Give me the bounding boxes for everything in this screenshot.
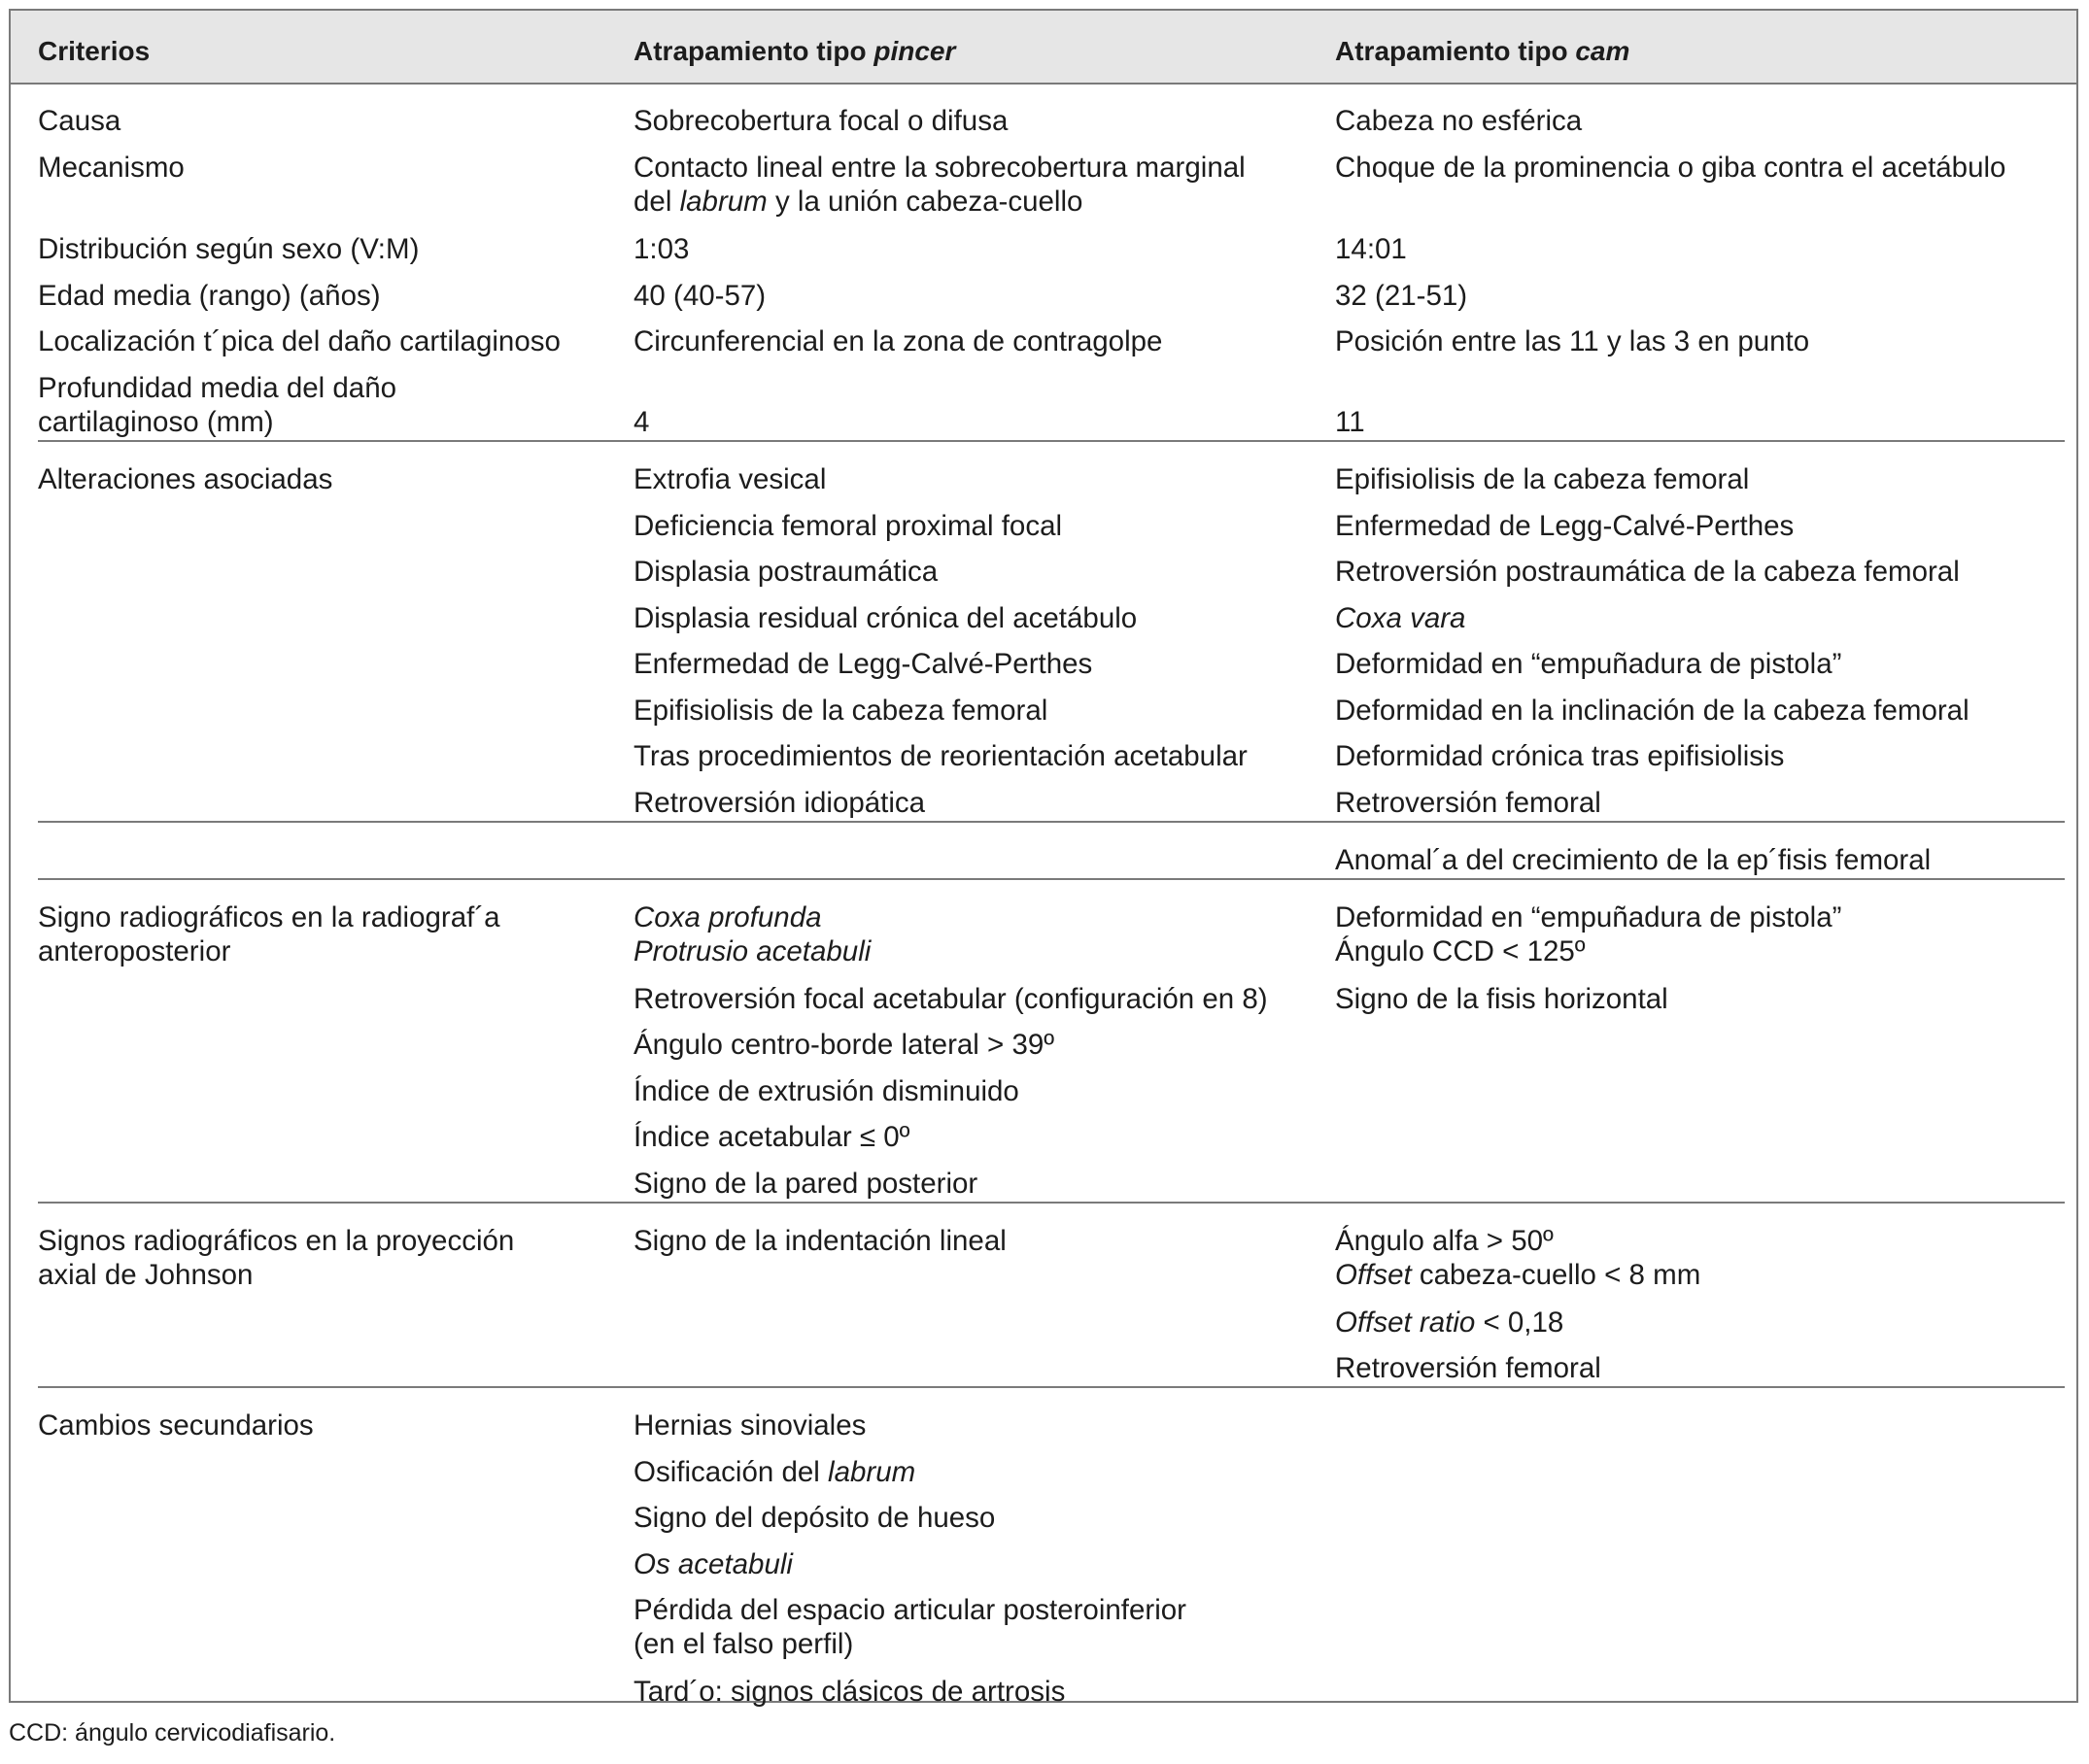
secundarios-item: Os acetabuli <box>634 1548 793 1580</box>
row-profundidad-pincer: 4 <box>634 406 650 438</box>
row-sexo-pincer: 1:03 <box>634 233 690 265</box>
row-causa-label: Causa <box>38 105 121 137</box>
footnote: CCD: ángulo cervicodiafisario. <box>9 1719 336 1747</box>
axial-cam-angulo: Ángulo alfa > 50º <box>1335 1225 1554 1257</box>
row-localizacion-label: Localización t´pica del daño cartilaginoso <box>38 325 561 357</box>
alteraciones-pincer-item: Epifisiolisis de la cabeza femoral <box>634 695 1048 727</box>
row-edad-pincer: 40 (40-57) <box>634 280 767 312</box>
secundarios-item <box>634 1455 915 1489</box>
header-criterios: Criterios <box>38 36 151 66</box>
osificacion-labrum: labrum <box>828 1456 916 1488</box>
ap-pincer-item: Signo de la pared posterior <box>634 1168 978 1200</box>
row-mecanismo-label: Mecanismo <box>38 152 185 184</box>
ap-cam-item: Deformidad en “empuñadura de pistola” <box>1335 901 1842 933</box>
ap-pincer-item: Índice acetabular ≤ 0º <box>634 1121 910 1153</box>
alteraciones-cam-item: Coxa vara <box>1335 602 1466 634</box>
axial-pincer: Signo de la indentación lineal <box>634 1225 1007 1257</box>
alteraciones-cam-item: Deformidad en “empuñadura de pistola” <box>1335 648 1842 680</box>
row-localizacion-cam: Posición entre las 11 y las 3 en punto <box>1335 325 1810 357</box>
secundarios-item: Signo del depósito de hueso <box>634 1502 996 1534</box>
divider <box>38 878 2065 880</box>
row-profundidad-label-line2: cartilaginoso (mm) <box>38 406 274 438</box>
secundarios-item: Tard´o: signos clásicos de artrosis <box>634 1676 1066 1708</box>
row-causa-pincer: Sobrecobertura focal o difusa <box>634 105 1009 137</box>
alteraciones-pincer-item: Extrofia vesical <box>634 463 827 495</box>
alteraciones-cam-item: Retroversión postraumática de la cabeza femoral <box>1335 556 1960 588</box>
row-sexo-cam: 14:01 <box>1335 233 1407 265</box>
alteraciones-label: Alteraciones asociadas <box>38 463 333 495</box>
table-header <box>11 11 2076 85</box>
divider <box>38 1386 2065 1388</box>
osificacion-pre: Osificación del <box>634 1456 829 1488</box>
axial-label-line1: Signos radiográficos en la proyección <box>38 1225 515 1257</box>
mecanismo-labrum: labrum <box>679 186 768 218</box>
ap-label-line2: anteroposterior <box>38 935 231 967</box>
table-frame <box>9 9 2078 1708</box>
alteraciones-cam-item: Deformidad en la inclinación de la cabeza femoral <box>1335 695 1969 727</box>
row-causa-cam: Cabeza no esférica <box>1335 105 1583 137</box>
axial-label-line2: axial de Johnson <box>38 1259 254 1291</box>
header-cam-prefix: Atrapamiento tipo <box>1335 36 1576 66</box>
ap-pincer-item: Índice de extrusión disminuido <box>634 1075 1019 1107</box>
ap-cam-item: Signo de la fisis horizontal <box>1335 983 1668 1015</box>
alteraciones-cam-extra: Anomal´a del crecimiento de la ep´fisis femoral <box>1335 844 1932 876</box>
alteraciones-cam-item: Deformidad crónica tras epifisiolisis <box>1335 740 1785 772</box>
row-localizacion-pincer: Circunferencial en la zona de contragolpe <box>634 325 1163 357</box>
alteraciones-pincer-item: Retroversión idiopática <box>634 787 926 819</box>
ap-pincer-item: Coxa profunda <box>634 901 822 933</box>
alteraciones-pincer-item: Tras procedimientos de reorientación acetabular <box>634 740 1248 772</box>
ratio-em: Offset ratio <box>1335 1306 1476 1339</box>
row-sexo-label: Distribución según sexo (V:M) <box>38 233 420 265</box>
header-pincer-prefix: Atrapamiento tipo <box>634 36 874 66</box>
secundarios-label: Cambios secundarios <box>38 1409 314 1442</box>
secundarios-item: Pérdida del espacio articular posteroinferior <box>634 1594 1186 1626</box>
alteraciones-cam-item: Epifisiolisis de la cabeza femoral <box>1335 463 1750 495</box>
alteraciones-cam-item: Retroversión femoral <box>1335 787 1601 819</box>
mecanismo-post: y la unión cabeza-cuello <box>767 186 1083 218</box>
header-cam-em: cam <box>1575 36 1630 66</box>
ap-pincer-item: Retroversión focal acetabular (configuración en 8) <box>634 983 1268 1015</box>
row-mecanismo-pincer-line1: Contacto lineal entre la sobrecobertura marginal <box>634 152 1246 184</box>
axial-cam-offset <box>1335 1258 1700 1292</box>
row-mecanismo-pincer-line2 <box>634 185 1082 219</box>
row-profundidad-label-line1: Profundidad media del daño <box>38 372 397 404</box>
ap-pincer-item: Protrusio acetabuli <box>634 935 872 967</box>
ap-cam-item: Ángulo CCD < 125º <box>1335 935 1586 967</box>
alteraciones-pincer-item: Displasia postraumática <box>634 556 939 588</box>
header-cam <box>1335 36 1629 67</box>
divider <box>38 821 2065 823</box>
ratio-post: < 0,18 <box>1475 1306 1564 1339</box>
offset-em: Offset <box>1335 1259 1412 1291</box>
mecanismo-pre: del <box>634 186 680 218</box>
alteraciones-cam-item: Enfermedad de Legg-Calvé-Perthes <box>1335 510 1795 542</box>
row-edad-cam: 32 (21-51) <box>1335 280 1468 312</box>
header-pincer <box>634 36 955 67</box>
axial-cam-retroversion: Retroversión femoral <box>1335 1352 1601 1384</box>
row-profundidad-cam: 11 <box>1335 406 1365 438</box>
offset-post: cabeza-cuello < 8 mm <box>1411 1259 1701 1291</box>
row-mecanismo-cam: Choque de la prominencia o giba contra el acetábulo <box>1335 152 2006 184</box>
row-edad-label: Edad media (rango) (años) <box>38 280 381 312</box>
axial-cam-ratio <box>1335 1306 1563 1340</box>
ap-pincer-item: Ángulo centro-borde lateral > 39º <box>634 1029 1055 1061</box>
secundarios-item: (en el falso perfil) <box>634 1628 854 1660</box>
alteraciones-pincer-item: Deficiencia femoral proximal focal <box>634 510 1063 542</box>
ap-label-line1: Signo radiográficos en la radiograf´a <box>38 901 500 933</box>
alteraciones-pincer-item: Displasia residual crónica del acetábulo <box>634 602 1138 634</box>
divider <box>38 1202 2065 1204</box>
divider <box>38 440 2065 442</box>
header-pincer-em: pincer <box>873 36 956 66</box>
alteraciones-pincer-item: Enfermedad de Legg-Calvé-Perthes <box>634 648 1093 680</box>
secundarios-item: Hernias sinoviales <box>634 1409 867 1442</box>
